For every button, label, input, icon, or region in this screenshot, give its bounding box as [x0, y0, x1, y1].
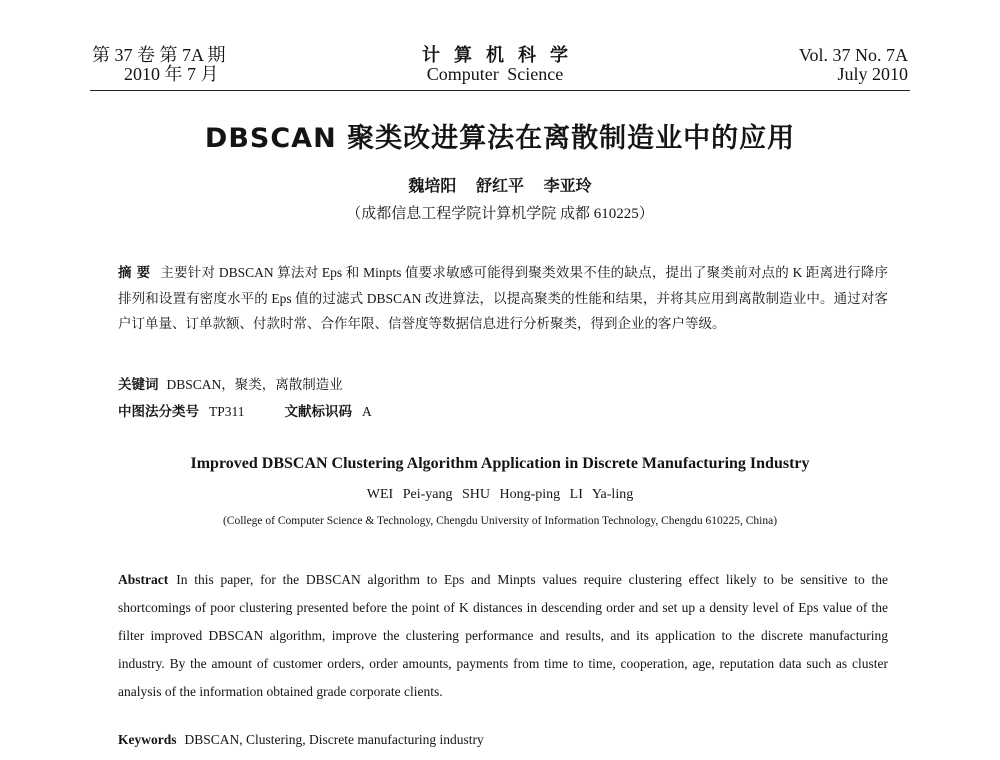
clc-value: TP311: [209, 404, 245, 419]
header-date-en: July 2010: [837, 64, 908, 84]
header-issue-en: [668, 46, 908, 84]
clc-label: 中图法分类号: [118, 404, 199, 420]
abstract-en: [118, 566, 888, 706]
header-journal-name: [380, 46, 610, 84]
abstract-cn-label: 摘 要: [118, 265, 151, 281]
header-date-cn: 2010 年 7 月: [124, 64, 219, 84]
classification-line: [118, 400, 888, 420]
header-rule: [90, 90, 910, 91]
affiliation-en: (College of Computer Science & Technology, Chengdu University of Information Technology, Chengdu 610225, China): [222, 515, 778, 527]
doc-code-value: A: [362, 404, 372, 419]
abstract-en-text: In this paper, for the DBSCAN algorithm to Eps and Minpts values require clustering effect likely to be sensitive to the shortcomings of poor clustering presented before the point of K distances in descending order and set up a density level of Eps value of the filter improved DBSCAN algorithm, improve the clustering performance and results, and its application to the discrete manufacturing industry. By the amount of customer orders, order amounts, payments from time to time, cooperation, age, reputation data such as cluster analysis of the information obtained grade corporate clients.: [118, 572, 888, 699]
keywords-cn-label: 关键词: [118, 377, 159, 393]
keywords-cn-text: DBSCAN，聚类，离散制造业: [166, 377, 343, 392]
abstract-cn-text: 主要针对 DBSCAN 算法对 Eps 和 Minpts 值要求敏感可能得到聚类效果不佳的缺点，提出了聚类前对点的 K 距离进行降序排列和设置有密度水平的 Eps 值的过滤式 DBSCAN 改进算法，以提高聚类的性能和结果，并将其应用到离散制造业中。通过对客户订单量、订单款额、付款时常、合作年限、信誉度等数据信息进行分析聚类，得到企业的客户等级。: [118, 265, 888, 331]
journal-header: [0, 0, 1000, 100]
journal-name-en: Computer Science: [426, 64, 564, 84]
header-volume-cn: 第 37 卷 第 7A 期: [92, 45, 226, 65]
keywords-en-label: Keywords: [118, 732, 177, 747]
abstract-cn: [118, 260, 888, 336]
authors-en: WEI Pei-yang SHU Hong-ping LI Ya-ling: [366, 487, 634, 502]
journal-name-cn: 计算机科学: [422, 45, 582, 65]
affiliation-cn: （成都信息工程学院计算机学院 成都 610225）: [346, 206, 654, 222]
abstract-en-label: Abstract: [118, 572, 169, 587]
keywords-en: [118, 732, 888, 748]
authors-cn: 魏培阳 舒红平 李亚玲: [408, 176, 592, 195]
keywords-en-text: DBSCAN, Clustering, Discrete manufacturing industry: [184, 732, 484, 747]
doc-code-label: 文献标识码: [284, 404, 353, 420]
header-issue-cn: [92, 46, 332, 84]
keywords-cn: [118, 373, 888, 393]
paper-title-cn: DBSCAN 聚类改进算法在离散制造业中的应用: [204, 123, 796, 154]
header-volume-en: Vol. 37 No. 7A: [798, 45, 908, 65]
paper-title-en: Improved DBSCAN Clustering Algorithm Application in Discrete Manufacturing Industry: [190, 455, 810, 472]
